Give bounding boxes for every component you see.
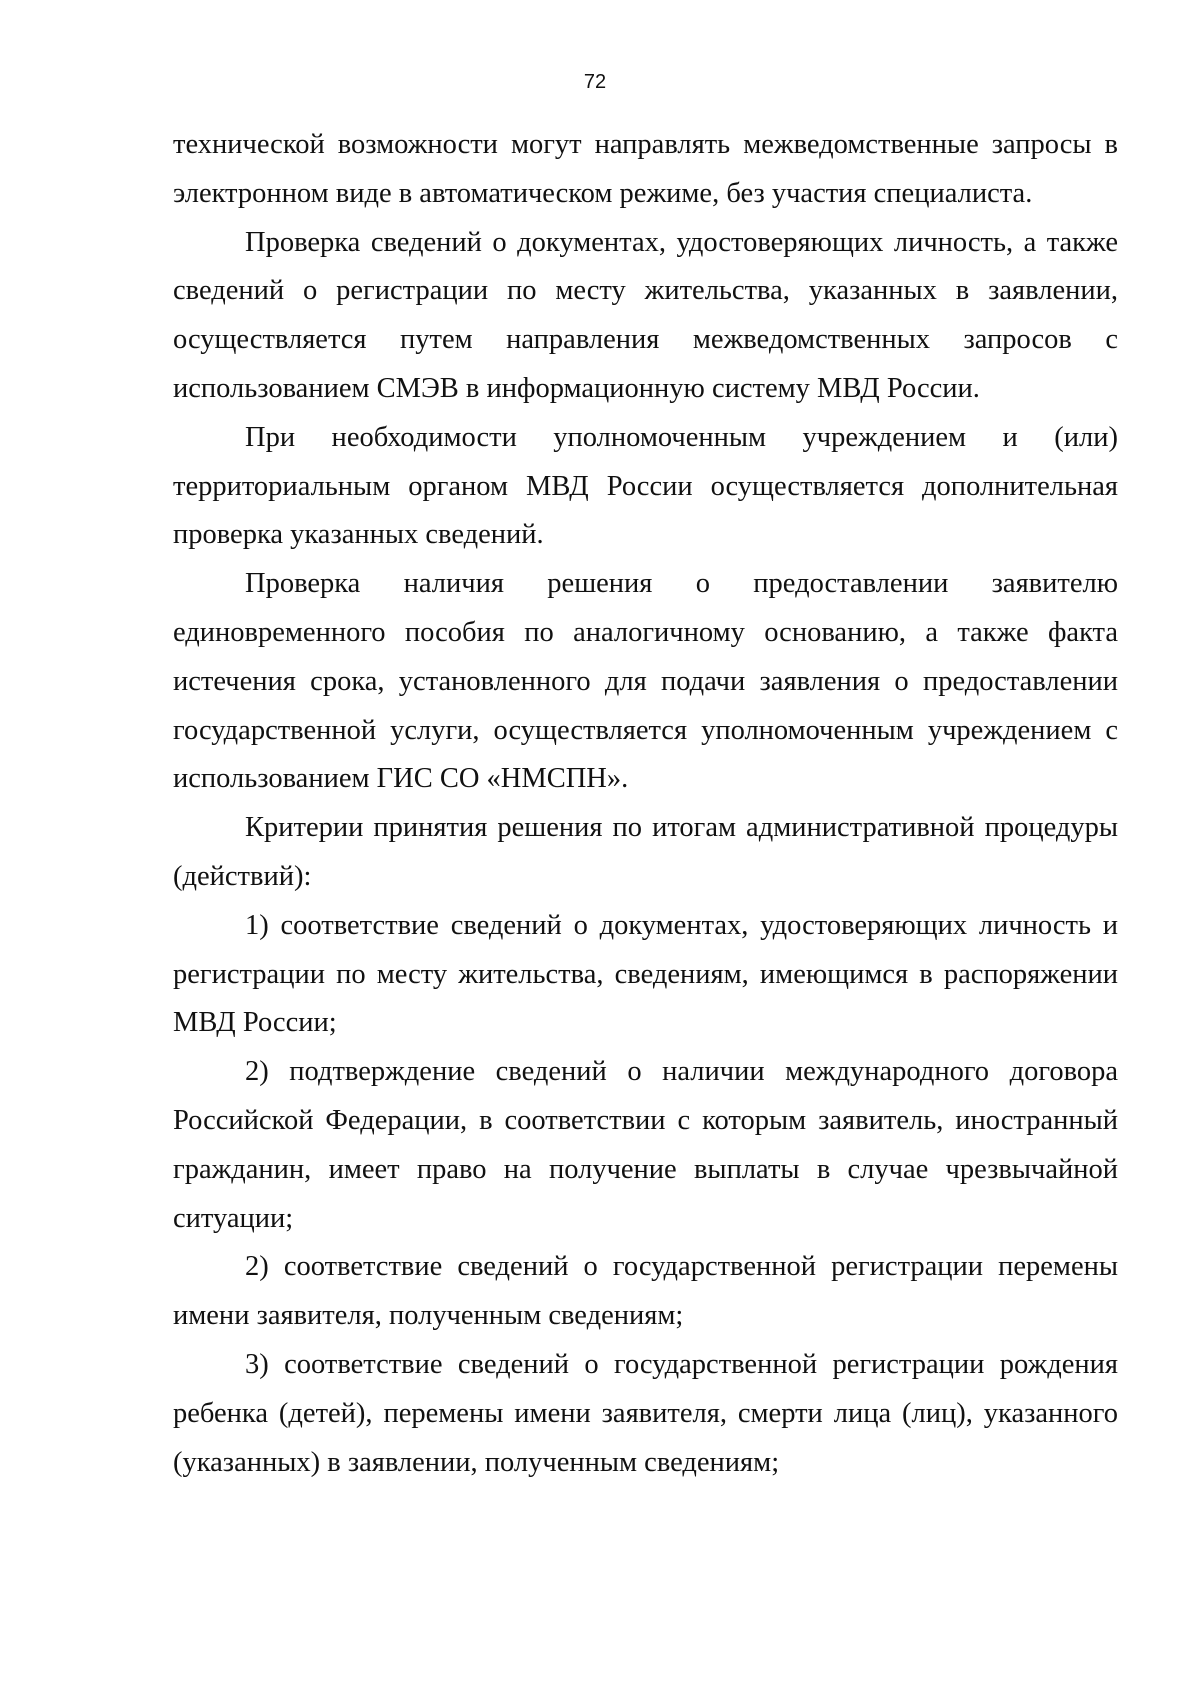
criteria-item-2a: 2) подтверждение сведений о наличии международного договора Российской Федерации, в соответствии с которым заявитель, иностранный гражданин, имеет право на получение выплаты в случае чрезвычайной ситуации; bbox=[173, 1056, 1118, 1234]
criteria-item-2b: 2) соответствие сведений о государственной регистрации перемены имени заявителя, полученным сведениям; bbox=[173, 1251, 1118, 1332]
document-body bbox=[173, 121, 1118, 1487]
paragraph-additional-check: При необходимости уполномоченным учреждением и (или) территориальным органом МВД России осуществляется дополнительная проверка указанных сведений. bbox=[173, 421, 1118, 551]
page-number: 72 bbox=[583, 71, 607, 93]
paragraph-decision-check: Проверка наличия решения о предоставлении заявителю единовременного пособия по аналогичному основанию, а также факта истечения срока, установленного для подачи заявления о предоставлении государственной услуги, осуществляется уполномоченным учреждением с использованием ГИС СО «НМСПН». bbox=[173, 568, 1118, 795]
paragraph-criteria-heading: Критерии принятия решения по итогам административной процедуры (действий): bbox=[173, 812, 1118, 892]
criteria-item-3: 3) соответствие сведений о государственной регистрации рождения ребенка (детей), перемены имени заявителя, смерти лица (лиц), указанного (указанных) в заявлении, полученным сведениям; bbox=[173, 1348, 1118, 1478]
paragraph-identity-check: Проверка сведений о документах, удостоверяющих личность, а также сведений о регистрации по месту жительства, указанных в заявлении, осуществляется путем направления межведомственных запросов с использованием СМЭВ в информационную систему МВД России. bbox=[173, 226, 1118, 404]
paragraph-continuation: технической возможности могут направлять межведомственные запросы в электронном виде в автоматическом режиме, без участия специалиста. bbox=[173, 129, 1118, 209]
criteria-item-1: 1) соответствие сведений о документах, удостоверяющих личность и регистрации по месту жительства, сведениям, имеющимся в распоряжении МВД России; bbox=[173, 909, 1118, 1039]
